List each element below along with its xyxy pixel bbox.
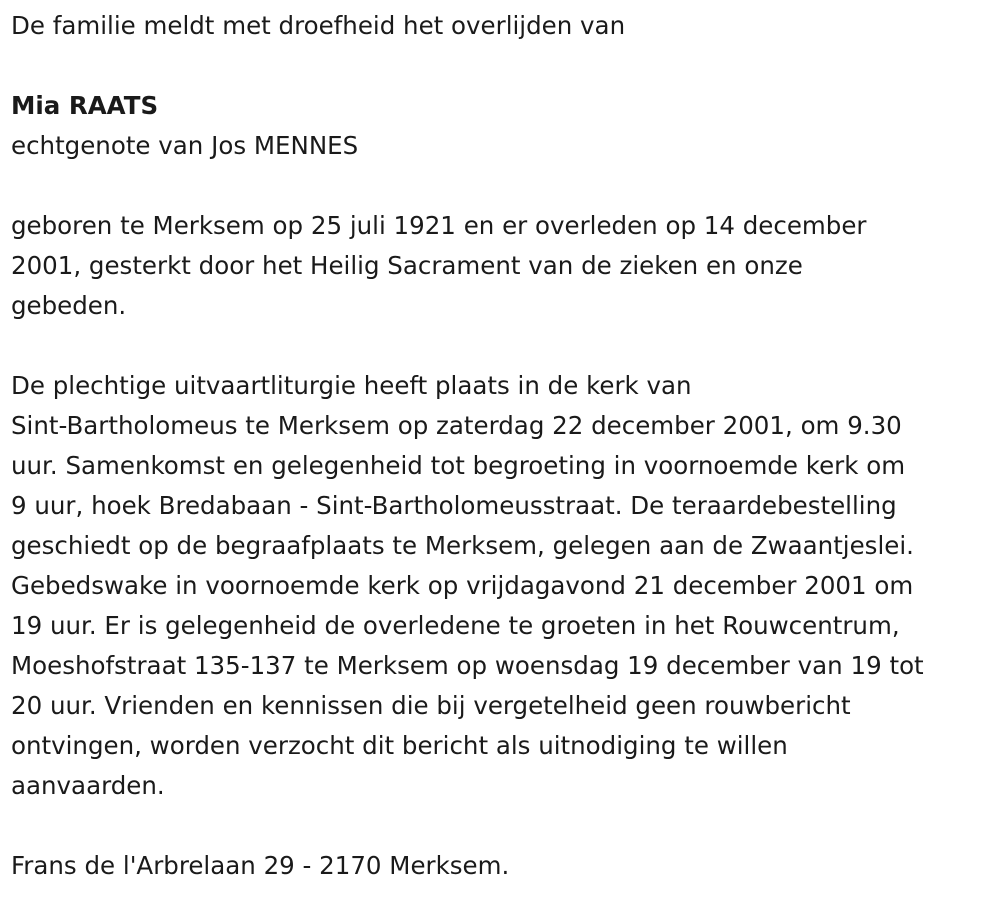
funeral-paragraph <box>11 366 991 806</box>
text-line: Sint-Bartholomeus te Merksem op zaterdag 22 december 2001, om 9.30 <box>11 411 902 440</box>
text-line: geboren te Merksem op 25 juli 1921 en er overleden op 14 december <box>11 211 867 240</box>
birth-death-paragraph <box>11 206 991 326</box>
text-line: Gebedswake in voornoemde kerk op vrijdagavond 21 december 2001 om <box>11 571 914 600</box>
text-line: 9 uur, hoek Bredabaan - Sint-Bartholomeusstraat. De teraardebestelling <box>11 491 897 520</box>
text-line: ontvingen, worden verzocht dit bericht als uitnodiging te willen <box>11 731 788 760</box>
text-line: geschiedt op de begraafplaats te Merksem, gelegen aan de Zwaantjeslei. <box>11 531 914 560</box>
death-announcement <box>11 6 991 886</box>
text-line: uur. Samenkomst en gelegenheid tot begroeting in voornoemde kerk om <box>11 451 906 480</box>
text-line: aanvaarden. <box>11 771 165 800</box>
text-line: gebeden. <box>11 291 127 320</box>
deceased-name: Mia RAATS <box>11 91 159 120</box>
text-line: 2001, gesterkt door het Heilig Sacrament van de zieken en onze <box>11 251 803 280</box>
text-line: 20 uur. Vrienden en kennissen die bij vergetelheid geen rouwbericht <box>11 691 851 720</box>
spouse-line: echtgenote van Jos MENNES <box>11 131 359 160</box>
text-line: De plechtige uitvaartliturgie heeft plaats in de kerk van <box>11 371 692 400</box>
intro-line: De familie meldt met droefheid het overlijden van <box>11 11 626 40</box>
text-line: 19 uur. Er is gelegenheid de overledene te groeten in het Rouwcentrum, <box>11 611 900 640</box>
text-line: Moeshofstraat 135-137 te Merksem op woensdag 19 december van 19 tot <box>11 651 924 680</box>
address-line: Frans de l'Arbrelaan 29 - 2170 Merksem. <box>11 851 510 880</box>
